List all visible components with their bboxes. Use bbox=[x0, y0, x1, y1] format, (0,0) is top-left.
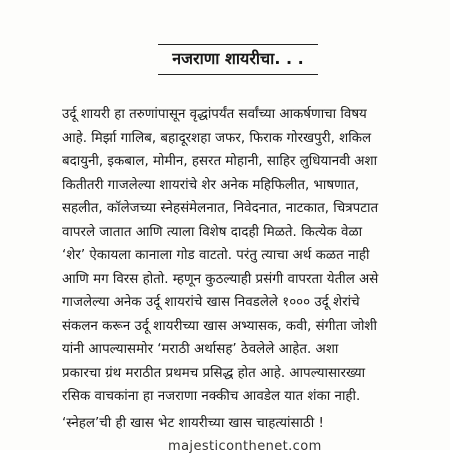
title-bottom-rule bbox=[158, 74, 318, 75]
paragraph-line: उर्दू शायरी हा तरुणांपासून वृद्धांपर्यंत सर्वांच्या आकर्षणाचा विषय bbox=[62, 107, 367, 122]
paragraph-line: बदायुनी, इकबाल, मोमीन, हसरत मोहानी, साहिर लुधियानवी अशा bbox=[62, 154, 378, 169]
paragraph-line: कितीतरी गाजलेल्या शायरांचे शेर अनेक महिफिलीत, भाषणात, bbox=[62, 177, 360, 193]
paragraph-line: प्रकारचा ग्रंथ मराठीत प्रथमच प्रसिद्ध होत आहे. आपल्यासारख्या bbox=[62, 365, 366, 381]
paragraph-line: यांनी आपल्यासमोर ‘मराठी अर्थासह’ ठेवलेले आहेत. अशा bbox=[62, 342, 339, 357]
paragraph-line: आहे. मिर्झा गालिब, बहादूरशहा जफर, फिराक गोरखपुरी, शकिल bbox=[62, 130, 372, 146]
paragraph-line: संकलन करून उर्दू शायरीच्या खास अभ्यासक, कवी, संगीता जोशी bbox=[62, 318, 377, 334]
paragraph-line: वापरले जातात आणि त्याला विशेष दादही मिळते. कित्येक वेळा bbox=[62, 224, 363, 240]
paragraph-line: गाजलेल्या अनेक उर्दू शायरांचे खास निवडलेले १००० उर्दू शेरांचे bbox=[62, 295, 360, 310]
paragraph-line: आणि मग विरस होतो. म्हणून कुठल्याही प्रसंगी वापरता येतील असे bbox=[62, 271, 379, 287]
paragraph-line: रसिक वाचकांना हा नजराणा नक्कीच आवडेल यात शंका नाही. bbox=[62, 389, 361, 404]
website-link[interactable]: majesticonthenet.com bbox=[168, 439, 322, 454]
description-paragraph bbox=[62, 103, 432, 409]
paragraph-line: ‘शेर’ ऐकायला कानाला गोड वाटतो. परंतु त्याचा अर्थ कळत नाही bbox=[62, 248, 370, 263]
tagline: ‘स्नेहल’ची ही खास भेट शायरीच्या खास चाहत्यांसाठी ! bbox=[62, 416, 324, 431]
title-top-rule bbox=[158, 44, 318, 45]
page-title: नजराणा शायरीचा. . . bbox=[172, 49, 304, 68]
paragraph-line: सहलीत, कॉलेजच्या स्नेहसंमेलनात, निवेदनात, नाटकात, चित्रपटात bbox=[62, 201, 379, 216]
